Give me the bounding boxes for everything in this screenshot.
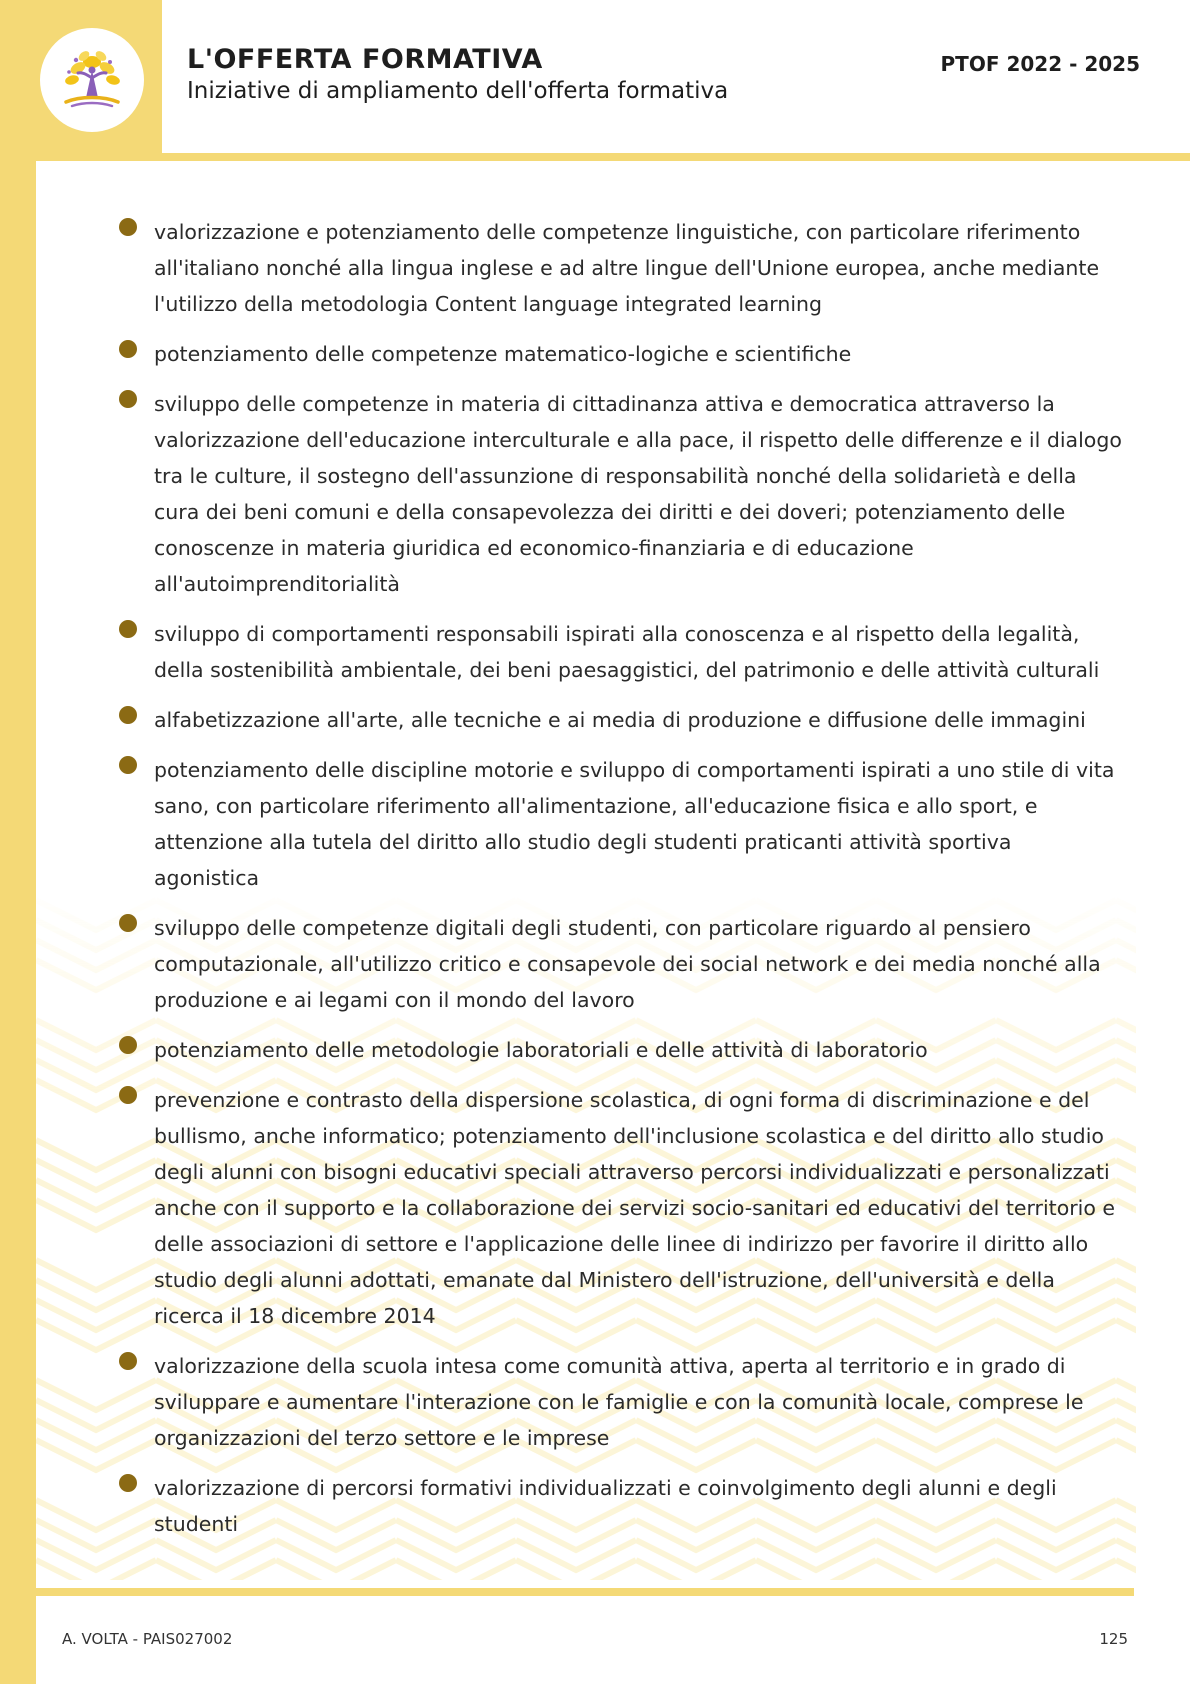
document-edition: PTOF 2022 - 2025	[940, 52, 1140, 76]
bullet-dot-icon	[119, 1086, 137, 1104]
list-item: alfabetizzazione all'arte, alle tecniche e ai media di produzione e diffusione delle immagini	[112, 702, 1122, 738]
bullet-dot-icon	[119, 756, 137, 774]
list-item: potenziamento delle discipline motorie e sviluppo di comportamenti ispirati a uno stile di vita sano, con particolare riferimento all'alimentazione, all'educazione fisica e allo sport, e attenzione alla tutela del diritto allo studio degli studenti praticanti attività sportiva agonistica	[112, 752, 1122, 896]
list-item: potenziamento delle competenze matematico-logiche e scientifiche	[112, 336, 1122, 372]
bullet-dot-icon	[119, 1036, 137, 1054]
list-item: potenziamento delle metodologie laboratoriali e delle attività di laboratorio	[112, 1032, 1122, 1068]
bullet-dot-icon	[119, 706, 137, 724]
footer-divider	[36, 1588, 1134, 1596]
page-subtitle: Iniziative di ampliamento dell'offerta formativa	[187, 78, 729, 104]
bullet-dot-icon	[119, 218, 137, 236]
footer-school-code: A. VOLTA - PAIS027002	[62, 1630, 233, 1648]
school-logo	[40, 28, 144, 132]
bullet-dot-icon	[119, 620, 137, 638]
list-item: valorizzazione e potenziamento delle competenze linguistiche, con particolare riferimento all'italiano nonché alla lingua inglese e ad altre lingue dell'Unione europea, anche mediante l'utilizzo della metodologia Content language integrated learning	[112, 214, 1122, 322]
bullet-dot-icon	[119, 340, 137, 358]
list-item: sviluppo delle competenze in materia di cittadinanza attiva e democratica attraverso la valorizzazione dell'educazione interculturale e alla pace, il rispetto delle differenze e il dialogo tra le culture, il sostegno dell'assunzione di responsabilità nonché della solidarietà e della cura dei beni comuni e della consapevolezza dei diritti e dei doveri; potenziamento delle conoscenze in materia giuridica ed economico-finanziaria e di educazione all'autoimprenditorialità	[112, 386, 1122, 602]
list-item: valorizzazione della scuola intesa come comunità attiva, aperta al territorio e in grado di sviluppare e aumentare l'interazione con le famiglie e con la comunità locale, comprese le organizzazioni del terzo settore e le imprese	[112, 1348, 1122, 1456]
list-item: valorizzazione di percorsi formativi individualizzati e coinvolgimento degli alunni e degli studenti	[112, 1470, 1122, 1542]
objectives-list	[112, 214, 1122, 1542]
bullet-dot-icon	[119, 1352, 137, 1370]
tree-logo-icon	[52, 40, 132, 120]
list-item: sviluppo di comportamenti responsabili ispirati alla conoscenza e al rispetto della legalità, della sostenibilità ambientale, dei beni paesaggistici, del patrimonio e delle attività culturali	[112, 616, 1122, 688]
content-area	[112, 214, 1122, 1556]
list-item: sviluppo delle competenze digitali degli studenti, con particolare riguardo al pensiero computazionale, all'utilizzo critico e consapevole dei social network e dei media nonché alla produzione e ai legami con il mondo del lavoro	[112, 910, 1122, 1018]
bullet-dot-icon	[119, 914, 137, 932]
side-band	[0, 0, 36, 1684]
list-item: prevenzione e contrasto della dispersione scolastica, di ogni forma di discriminazione e del bullismo, anche informatico; potenziamento dell'inclusione scolastica e del diritto allo studio degli alunni con bisogni educativi speciali attraverso percorsi individualizzati e personalizzati anche con il supporto e la collaborazione dei servizi socio-sanitari ed educativi del territorio e delle associazioni di settore e l'applicazione delle linee di indirizzo per favorire il diritto allo studio degli alunni adottati, emanate dal Ministero dell'istruzione, dell'università e della ricerca il 18 dicembre 2014	[112, 1082, 1122, 1334]
header-divider	[36, 153, 1190, 161]
page-number: 125	[1099, 1630, 1128, 1648]
page-title: L'OFFERTA FORMATIVA	[187, 44, 543, 75]
bullet-dot-icon	[119, 1474, 137, 1492]
bullet-dot-icon	[119, 390, 137, 408]
